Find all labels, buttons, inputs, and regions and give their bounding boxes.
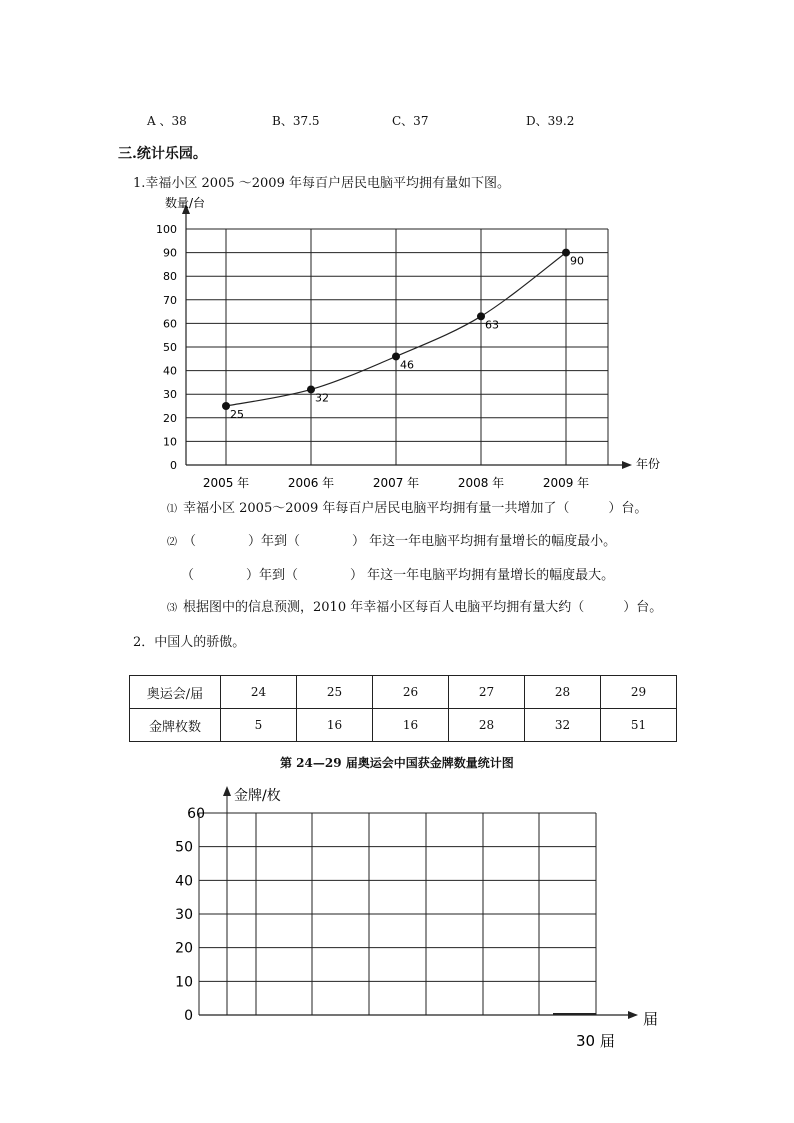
medal-cell: 32: [525, 709, 601, 742]
medal-table: [129, 675, 677, 742]
data-point: [392, 352, 400, 360]
x-tick-label: 2006 年: [287, 476, 335, 490]
session-cell: 28: [525, 676, 601, 709]
y-tick-label: 60: [187, 806, 205, 822]
y-tick-label: 0: [170, 459, 177, 472]
option-b: B、37.5: [272, 114, 320, 128]
y-tick-label: 40: [163, 364, 177, 378]
y-tick-label: 50: [163, 341, 177, 354]
session-cell: 24: [221, 676, 297, 709]
y-tick-label: 20: [163, 411, 177, 425]
y-tick-label: 30: [163, 388, 177, 402]
sub-question-1-marker: ⑴: [167, 504, 177, 515]
option-d: D、39.2: [526, 114, 575, 128]
data-label: 32: [315, 391, 329, 405]
table-row: [130, 676, 677, 709]
data-label: 63: [485, 318, 499, 332]
session-cell: 27: [449, 676, 525, 709]
session-cell: 26: [373, 676, 449, 709]
sub-question-2a-text: （ ）年到（ ） 年这一年电脑平均拥有量增长的幅度最小。: [183, 534, 617, 549]
medal-cell: 5: [221, 709, 297, 742]
x-tick-label: 2008 年: [457, 476, 505, 490]
x-tick-label: 2009 年: [542, 476, 590, 490]
sub-question-2-marker: ⑵: [167, 537, 177, 548]
session-cell: 25: [297, 676, 373, 709]
sub-question-2b-text: （ ）年到（ ） 年这一年电脑平均拥有量增长的幅度最大。: [181, 568, 615, 583]
data-point: [307, 385, 315, 393]
row-header-session: 奥运会/届: [130, 676, 221, 709]
y-tick-label: 100: [156, 223, 177, 236]
y-tick-label: 70: [163, 293, 177, 307]
data-label: 90: [570, 254, 584, 268]
y-axis-arrow: [223, 786, 231, 796]
y-tick-label: 20: [175, 940, 193, 957]
medal-cell: 51: [601, 709, 677, 742]
data-label: 46: [400, 358, 414, 372]
y-tick-label: 50: [175, 839, 193, 856]
data-point: [222, 402, 230, 410]
sub-question-1-text: 幸福小区 2005～2009 年每百户居民电脑平均拥有量一共增加了（ ）台。: [183, 501, 648, 516]
option-c: C、37: [392, 114, 429, 128]
x-axis-label: 年份: [636, 457, 661, 471]
session-cell: 29: [601, 676, 677, 709]
x-tick-label: 2005 年: [202, 476, 250, 490]
x-axis-label: 届: [643, 1010, 659, 1028]
row-header-medals: 金牌枚数: [130, 709, 221, 742]
data-label: 25: [230, 408, 244, 421]
y-tick-label: 10: [163, 435, 177, 449]
sub-question-2a: [167, 530, 616, 549]
medal-cell: 16: [297, 709, 373, 742]
section-title: 三.统计乐园。: [118, 146, 207, 162]
x-axis-note: 30 届: [576, 1032, 615, 1050]
medal-chart-title: 第 24—29 届奥运会中国获金牌数量统计图: [280, 756, 514, 770]
y-tick-label: 0: [184, 1008, 193, 1024]
option-a: A 、38: [147, 114, 187, 128]
x-tick-label: 2007 年: [372, 476, 420, 490]
y-tick-label: 30: [175, 907, 193, 923]
x-axis-arrow: [622, 461, 632, 469]
sub-question-3-marker: ⑶: [167, 603, 177, 614]
y-axis-label: 金牌/枚: [234, 788, 281, 804]
sub-question-2b: [181, 564, 614, 583]
sub-question-3: [167, 596, 662, 615]
y-tick-label: 80: [163, 270, 177, 284]
question-2-text: 2．中国人的骄傲。: [133, 635, 246, 650]
y-tick-label: 40: [175, 873, 193, 890]
table-row: [130, 709, 677, 742]
sub-question-1: [167, 497, 647, 516]
y-tick-label: 60: [163, 317, 177, 331]
x-axis-arrow: [628, 1011, 638, 1019]
medal-cell: 16: [373, 709, 449, 742]
y-axis-label: 数量/台: [165, 196, 206, 210]
data-point: [562, 249, 570, 257]
medal-cell: 28: [449, 709, 525, 742]
data-point: [477, 312, 485, 320]
y-tick-label: 10: [175, 974, 193, 991]
sub-question-3-text: 根据图中的信息预测，2010 年幸福小区每百人电脑平均拥有量大约（ ）台。: [183, 600, 663, 615]
y-tick-label: 90: [163, 246, 177, 260]
question-1-text: 1.幸福小区 2005 ～2009 年每百户居民电脑平均拥有量如下图。: [133, 176, 510, 191]
